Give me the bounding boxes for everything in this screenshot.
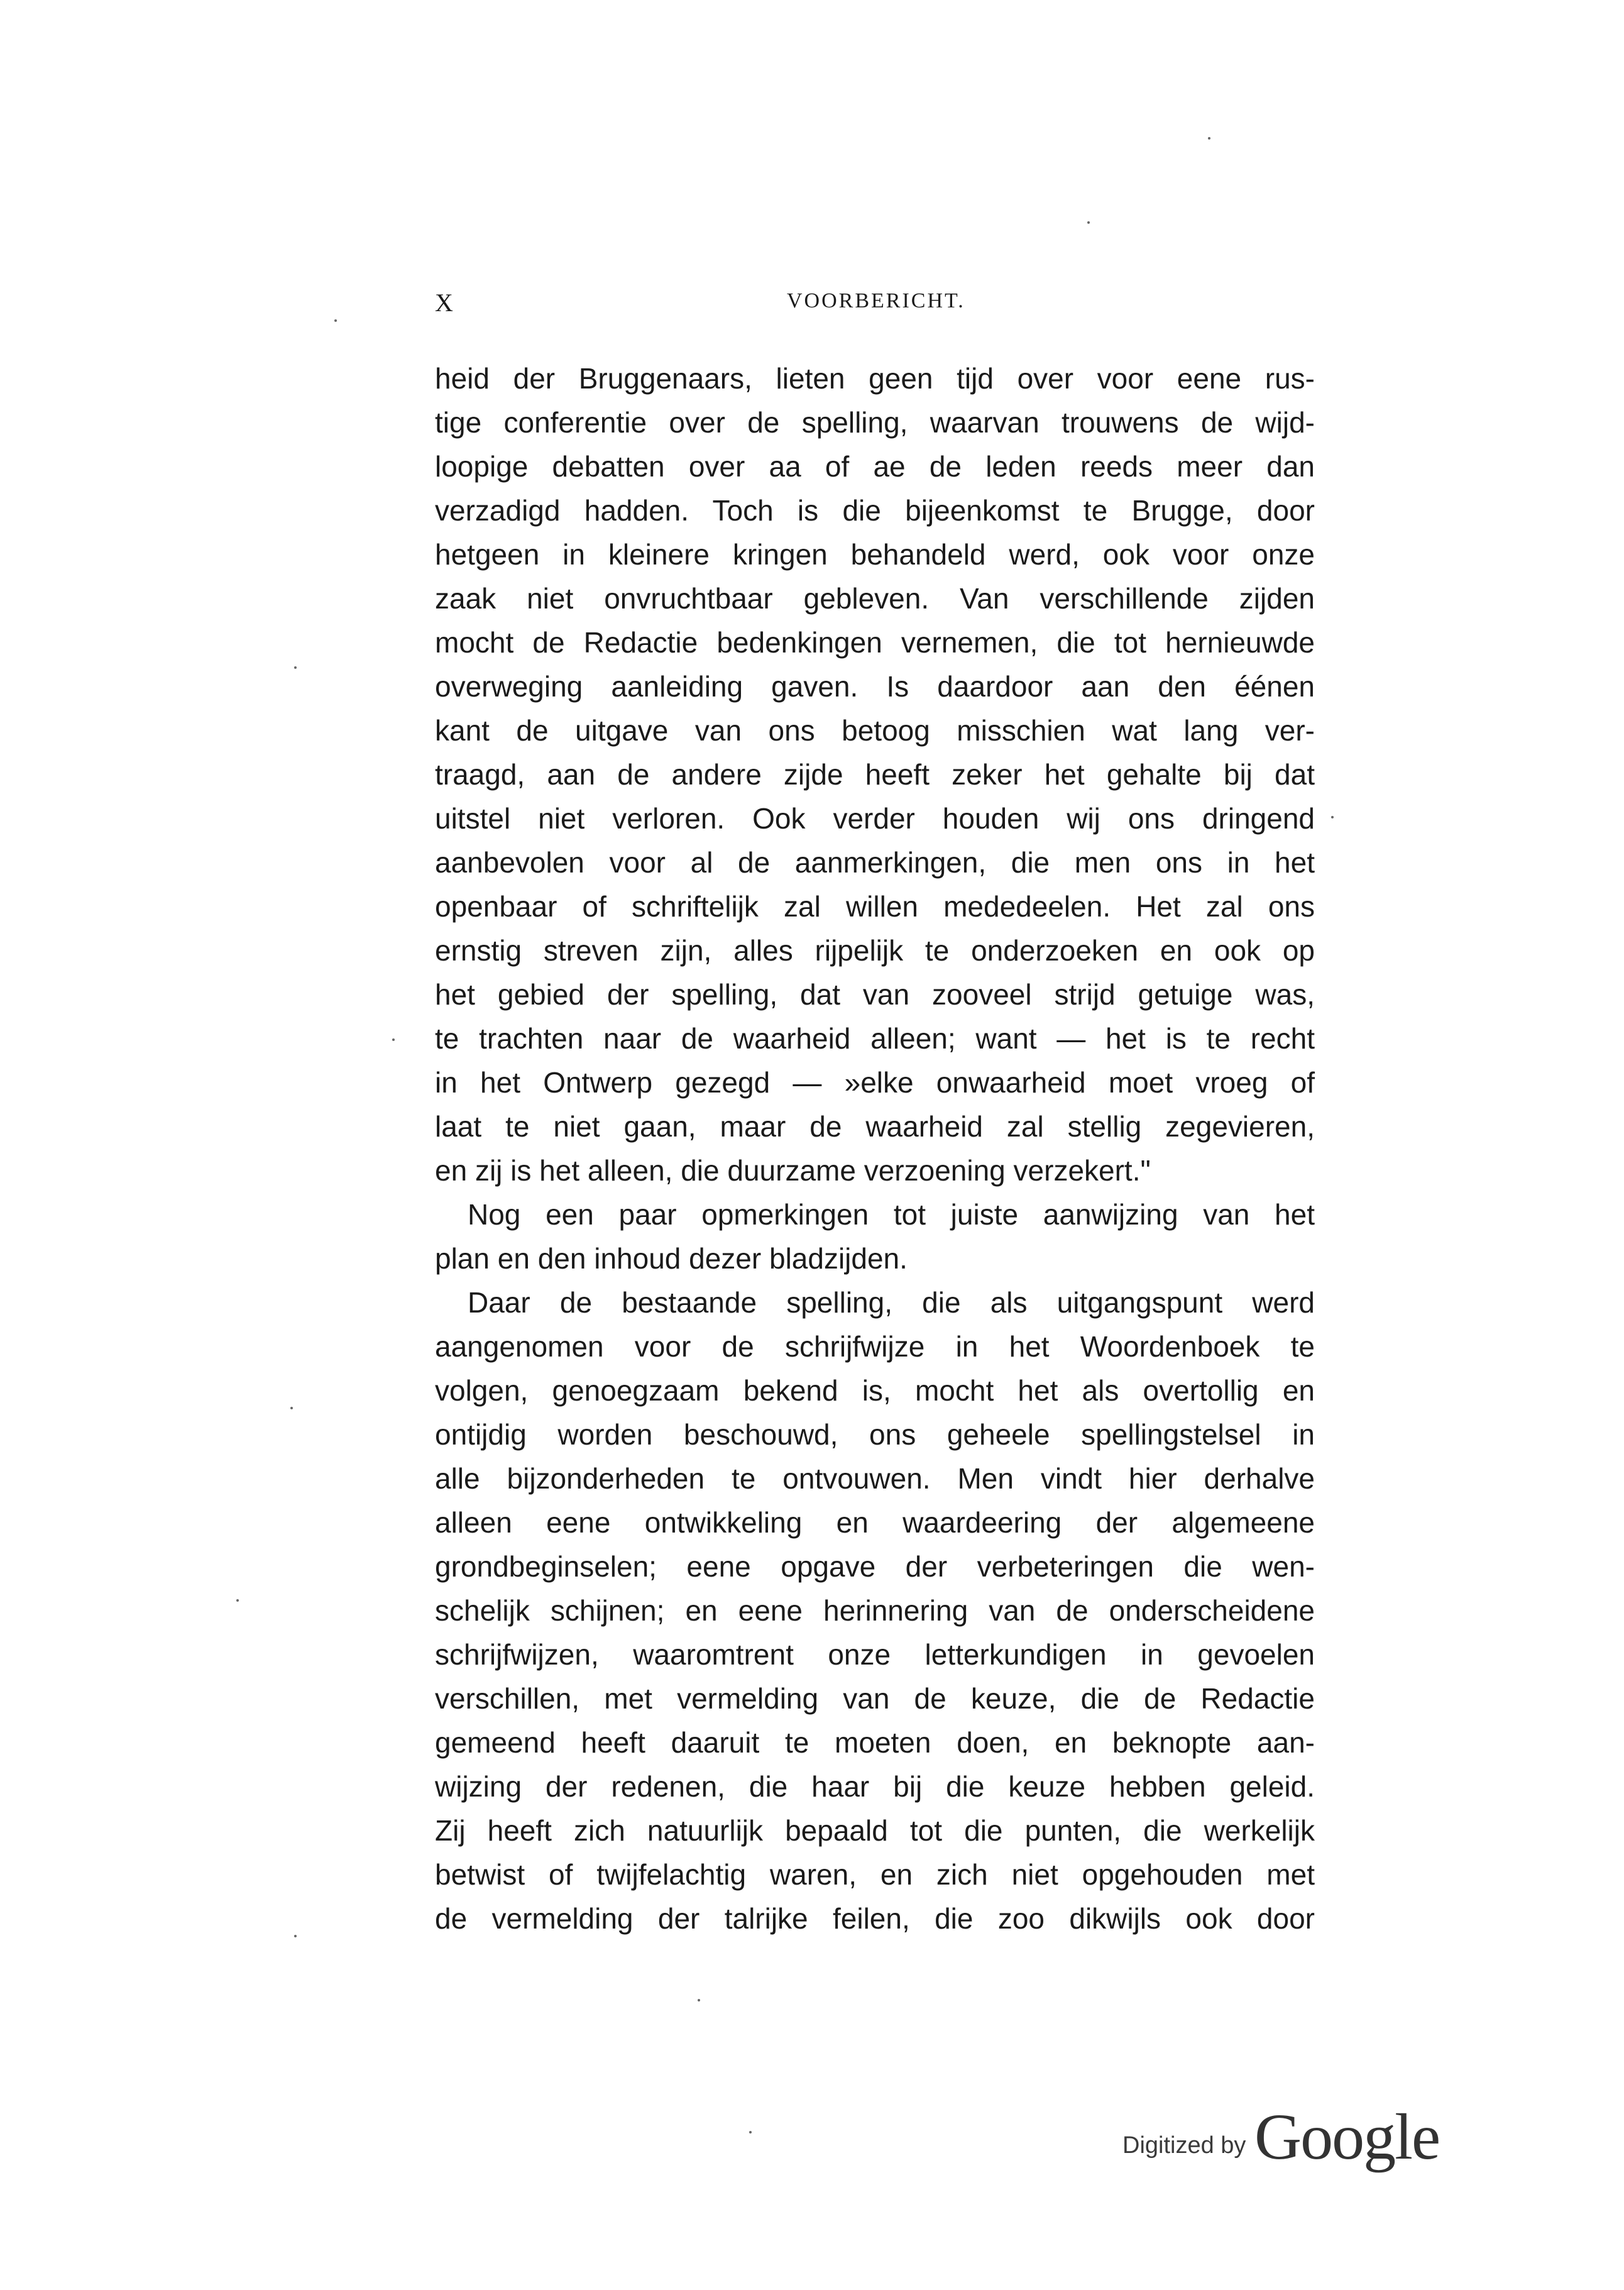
text-line: traagd, aan de andere zijde heeft zeker het gehalte bij dat (435, 758, 1315, 791)
digitized-label: Digitized by (1122, 2132, 1246, 2159)
body-text (435, 356, 1315, 1940)
scan-speck (698, 1999, 700, 2001)
text-line: heid der Bruggenaars, lieten geen tijd over voor eene rus- (435, 362, 1315, 395)
scan-speck (236, 1599, 239, 1602)
text-line: Zij heeft zich natuurlijk bepaald tot die punten, die werkelijk (435, 1814, 1315, 1847)
text-line: aanbevolen voor al de aanmerkingen, die men ons in het (435, 846, 1315, 879)
text-line: kant de uitgave van ons betoog misschien wat lang ver- (435, 714, 1315, 747)
text-line: mocht de Redactie bedenkingen vernemen, die tot hernieuwde (435, 626, 1315, 659)
text-line: ontijdig worden beschouwd, ons geheele spellingstelsel in (435, 1418, 1315, 1451)
text-line: tige conferentie over de spelling, waarvan trouwens de wijd- (435, 406, 1315, 439)
running-head: VOORBERICHT. (787, 289, 965, 312)
text-line: overweging aanleiding gaven. Is daardoor aan den éénen (435, 670, 1315, 703)
text-line: hetgeen in kleinere kringen behandeld werd, ook voor onze (435, 538, 1315, 571)
text-line: alle bijzonderheden te ontvouwen. Men vindt hier derhalve (435, 1462, 1315, 1495)
text-line: alleen eene ontwikkeling en waardeering der algemeene (435, 1506, 1315, 1539)
scan-speck (1208, 137, 1210, 140)
text-line: ernstig streven zijn, alles rijpelijk te onderzoeken en ook op (435, 934, 1315, 967)
text-line: schelijk schijnen; en eene herinnering van de onderscheidene (435, 1594, 1315, 1627)
text-line: het gebied der spelling, dat van zooveel strijd getuige was, (435, 978, 1315, 1011)
scan-speck (334, 319, 337, 322)
scan-speck (749, 2131, 752, 2133)
text-line: plan en den inhoud dezer bladzijden. (435, 1242, 908, 1275)
scan-speck (1087, 221, 1090, 224)
text-line: aangenomen voor de schrijfwijze in het Woordenboek te (435, 1330, 1315, 1363)
scan-speck (392, 1038, 395, 1041)
text-line: betwist of twijfelachtig waren, en zich niet opgehouden met (435, 1858, 1315, 1891)
digitized-by-watermark (1122, 2100, 1462, 2175)
text-line: de vermelding der talrijke feilen, die zoo dikwijls ook door (435, 1902, 1315, 1935)
text-line: gemeend heeft daaruit te moeten doen, en beknopte aan- (435, 1726, 1315, 1759)
text-line: wijzing der redenen, die haar bij die keuze hebben geleid. (435, 1770, 1315, 1803)
text-line: openbaar of schriftelijk zal willen mededeelen. Het zal ons (435, 890, 1315, 923)
text-line: loopige debatten over aa of ae de leden reeds meer dan (435, 450, 1315, 483)
text-line: te trachten naar de waarheid alleen; want — het is te recht (435, 1022, 1315, 1055)
text-line: Nog een paar opmerkingen tot juiste aanwijzing van het (468, 1198, 1315, 1231)
page-number: X (435, 289, 454, 317)
text-line: zaak niet onvruchtbaar gebleven. Van verschillende zijden (435, 582, 1315, 615)
scan-speck (294, 666, 297, 669)
text-line: uitstel niet verloren. Ook verder houden wij ons dringend (435, 802, 1315, 835)
text-line: laat te niet gaan, maar de waarheid zal stellig zegevieren, (435, 1110, 1315, 1143)
scan-speck (294, 1935, 297, 1937)
text-line: Daar de bestaande spelling, die als uitgangspunt werd (468, 1286, 1315, 1319)
scan-speck (290, 1407, 293, 1409)
google-logo: Google (1254, 2101, 1440, 2173)
text-line: en zij is het alleen, die duurzame verzoening verzekert." (435, 1154, 1151, 1187)
scan-speck (1331, 816, 1334, 818)
text-line: volgen, genoegzaam bekend is, mocht het als overtollig en (435, 1374, 1315, 1407)
text-line: verschillen, met vermelding van de keuze, die de Redactie (435, 1682, 1315, 1715)
text-line: grondbeginselen; eene opgave der verbeteringen die wen- (435, 1550, 1315, 1583)
text-line: verzadigd hadden. Toch is die bijeenkomst te Brugge, door (435, 494, 1315, 527)
text-line: schrijfwijzen, waaromtrent onze letterkundigen in gevoelen (435, 1638, 1315, 1671)
text-line: in het Ontwerp gezegd — »elke onwaarheid moet vroeg of (435, 1066, 1315, 1099)
page-header (435, 288, 1340, 326)
